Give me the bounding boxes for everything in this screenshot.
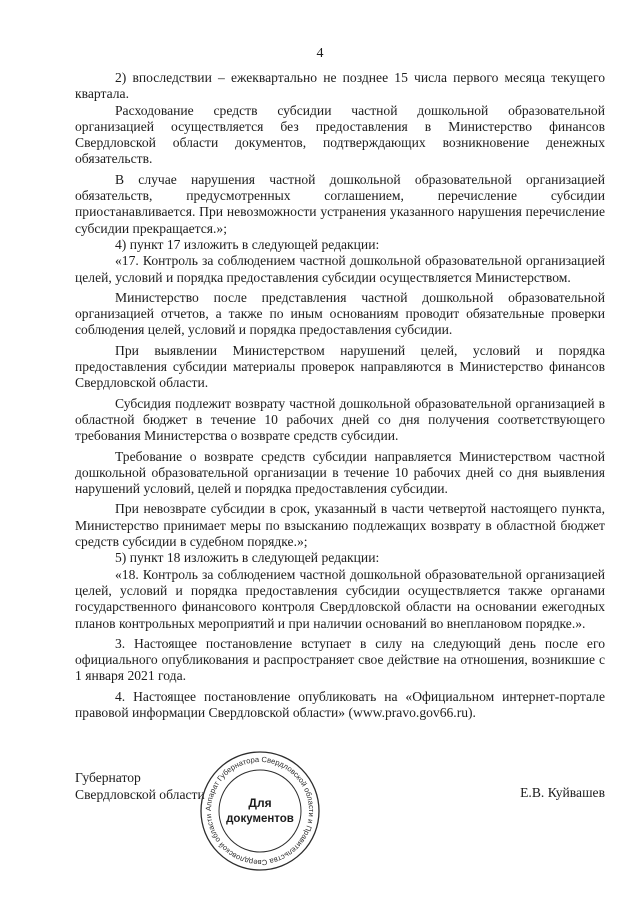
page-number: 4 [316, 46, 324, 61]
seal-center-line1: Для [248, 796, 272, 810]
seal-ring-text: Аппарат Губернатора Свердловской области и Правительства Свердловской области [203, 754, 317, 868]
paragraph-recovery-court: При невозврате субсидии в срок, указанный в части четвертой настоящего пункта, Министерство принимает меры по взысканию подлежащих возврату в областной бюджет средств субсидии в судебном порядке.»; [75, 501, 605, 550]
paragraph-publication: 4. Настоящее постановление опубликовать на «Официальном интернет-портале правовой информации Свердловской области» (www.pravo.gov66.ru). [75, 688, 605, 720]
paragraph-item4-heading: 4) пункт 17 изложить в следующей редакции: [115, 236, 380, 252]
signer-title-line2: Свердловской области [75, 787, 205, 802]
seal-inner-ring [219, 770, 301, 852]
paragraph-clause17: «17. Контроль за соблюдением частной дошкольной образовательной организацией целей, условий и порядка предоставления субсидии осуществляется Министерством. [75, 253, 605, 285]
paragraph-subsidy-transfer-schedule: 2) впоследствии – ежеквартально не позднее 15 числа первого месяца текущего квартала. [75, 70, 605, 102]
paragraph-entry-into-force: 3. Настоящее постановление вступает в силу на следующий день после его официального опубликования и распространяет свое действие на отношения, возникшие с 1 января 2021 года. [75, 635, 605, 684]
paragraph-clause18: «18. Контроль за соблюдением частной дошкольной образовательной организацией целей, условий и порядка предоставления субсидии осуществляется также органами государственного финансового контроля Свердловской области на основании ежегодных планов контрольных мероприятий и при наличии оснований во внеплановом порядке.». [75, 566, 605, 631]
paragraph-breach-suspension: В случае нарушения частной дошкольной образовательной организацией обязательств, предусмотренных соглашением, перечисление субсидии приостанавливается. При невозможности устранения указанного нарушения перечисление субсидии прекращается.»; [75, 171, 605, 236]
paragraph-return-demand: Требование о возврате средств субсидии направляется Министерством частной дошкольной образовательной организации в течение 10 рабочих дней со дня выявления нарушений условий, целей и порядка предоставления субсидии. [75, 448, 605, 497]
official-seal-stamp [198, 749, 322, 873]
document-body [75, 70, 605, 721]
signer-title [75, 769, 205, 803]
paragraph-item5-heading: 5) пункт 18 изложить в следующей редакции: [115, 550, 380, 566]
paragraph-ministry-inspections: Министерство после представления частной дошкольной образовательной организацией отчетов, а также по иным основаниям проводит обязательные проверки соблюдения целей, условий и порядка предоставления субсидии. [75, 289, 605, 338]
signer-name: Е.В. Куйвашев [520, 785, 605, 800]
signer-title-line1: Губернатор [75, 770, 141, 785]
seal-center-line2: документов [226, 813, 294, 825]
paragraph-spending-subsidy: Расходование средств субсидии частной дошкольной образовательной организацией осуществляется без предоставления в Министерство финансов Свердловской области документов, подтверждающих возникновение денежных обязательств. [75, 102, 605, 167]
paragraph-subsidy-return: Субсидия подлежит возврату частной дошкольной образовательной организацией в областной бюджет в течение 10 рабочих дней со дня получения соответствующего требования Министерства о возврате средств субсидии. [75, 395, 605, 444]
paragraph-violations-referral: При выявлении Министерством нарушений целей, условий и порядка предоставления субсидии материалы проверок направляются в Министерство финансов Свердловской области. [75, 342, 605, 391]
